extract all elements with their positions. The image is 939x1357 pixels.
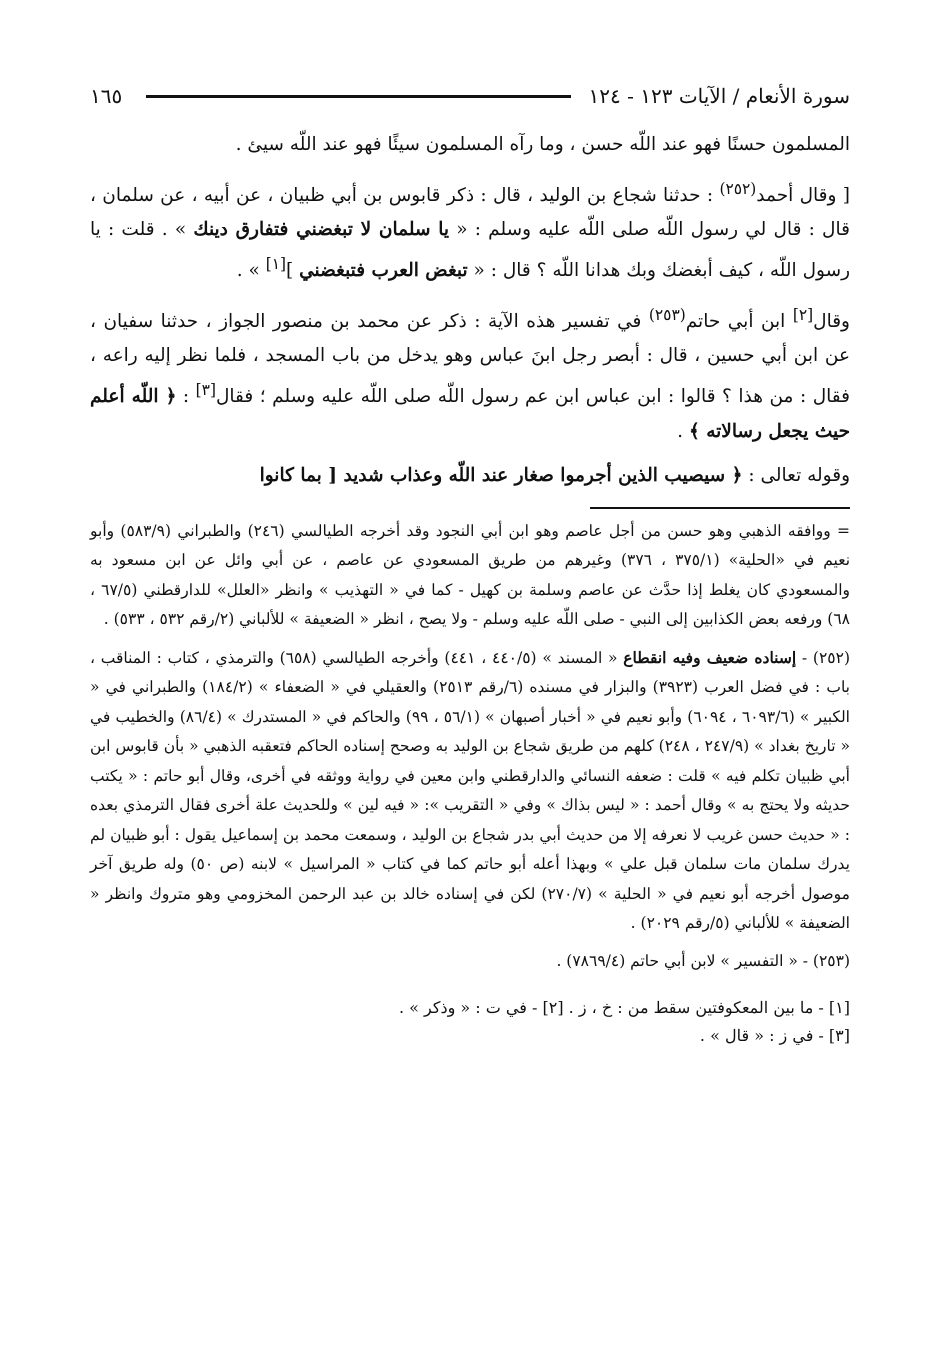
header-rule: [146, 95, 570, 98]
footnote-252-grading: إسناده ضعيف وفيه انقطاع: [623, 647, 797, 667]
p2-text-b: : حدثنا شجاع بن الوليد ، قال : ذكر قابوس بن أبي ظبيان ، عن أبيه ، عن سلمان ، قال : قال لي رسول اللّه صلى اللّه عليه وسلم : «: [90, 185, 850, 241]
paragraph-1-text: المسلمون حسنًا فهو عند اللّه حسن ، وما رآه المسلمون سيئًا فهو عند اللّه سيئ .: [235, 134, 850, 155]
footnote-253: [90, 947, 850, 977]
p3-text-d: :: [176, 386, 196, 408]
paragraph-2: [90, 172, 850, 288]
hadith-text-2: تبغض العرب فتبغضني: [299, 260, 468, 282]
footnote-252-number: (٢٥٢) -: [796, 648, 851, 667]
p4-text-a: وقوله تعالى :: [742, 464, 850, 486]
paragraph-3: [90, 298, 850, 448]
quran-verse-heading: ﴿ سيصيب الذين أجرموا صغار عند اللّه وعذاب شديد [ بما كانوا: [259, 464, 743, 486]
footnote-continuation: [90, 517, 850, 635]
main-text: [90, 128, 850, 493]
footnote-ref-252: (٢٥٢): [719, 180, 757, 198]
p3-text-c: في تفسير هذه الآية : ذكر عن محمد بن منصور الجواز ، حدثنا سفيان ، عن ابن أبي حسين ، قال : أبصر رجل ابنَ عباس وهو يدخل من باب المسجد ، فلما نظر إليه راعه ، فقال : من هذا ؟ قالوا : ابن عباس ابن عم رسول اللّه صلى اللّه عليه وسلم ؛ فقال: [90, 311, 850, 408]
page-number: ١٦٥: [90, 84, 123, 108]
running-title: سورة الأنعام / الآيات ١٢٣ - ١٢٤: [588, 84, 850, 108]
paragraph-1: [90, 128, 850, 162]
p3-text-b: ابن أبي حاتم: [685, 311, 793, 333]
footnote-252-text: « المسند » (٤٤٠/٥ ، ٤٤١) وأخرجه الطيالسي (٦٥٨) والترمذي ، كتاب : المناقب ، باب : في فضل العرب (٣٩٢٣) والبزار في مسنده (٦/رقم ٢٥١٣) والعقيلي في « الضعفاء » (١٨٤/٢) والطبراني في « الكبير » (٦٠٩٣/٦ ، ٦٠٩٤) وأبو نعيم في « أخبار أصبهان » (٥٦/١ ، ٩٩) والحاكم في « المستدرك » (٨٦/٤) والخطيب في « تاريخ بغداد » (٢٤٧/٩ ، ٢٤٨) كلهم من طريق شجاع بن الوليد به وصحح إسناده الحاكم فتعقبه الذهبي « بأن قابوس ابن أبي ظبيان تكلم فيه » قلت : ضعفه النسائي والدارقطني وابن معين في رواية ووثقه في أخرى، وقال أبو حاتم : « يكتب حديثه ولا يحتج به » وقال أحمد : « ليس بذاك » وفي « التقريب »: « فيه لين » وللحديث علة أخرى فقال الترمذي بعده : « حديث حسن غريب لا نعرفه إلا من حديث أبي بدر شجاع بن الوليد ، وسمعت محمد بن إسماعيل يقول : أبو ظبيان لم يدرك سلمان مات سلمان قبل علي » وبهذا أعله أبو حاتم كما في كتاب « المراسيل » لابنه (ص ٥٠) وله طريق آخر موصول أخرجه أبو نعيم في « الحلية » (٢٧٠/٧) لكن في إسناده خالد بن عبد الرحمن المخزومي وهو متروك وانظر « الضعيفة » للألباني (٥/رقم ٢٠٢٩) .: [90, 648, 851, 933]
footnotes: [90, 517, 850, 977]
variant-note-3: [٣] - في ز : « قال » .: [699, 1026, 850, 1046]
p2-text-c: » . قلت : يا رسول اللّه ، كيف أبغضك وبك هدانا اللّه ؟ قال : «: [90, 219, 850, 282]
variant-ref-3: [٣]: [195, 381, 216, 400]
p2-text-e: » .: [236, 260, 266, 282]
manuscript-variants: [90, 994, 850, 1050]
p2-text-a: [ وقال أحمد: [756, 185, 850, 207]
document-page: [90, 78, 850, 1338]
page-header: [90, 78, 850, 114]
quran-verse-quote: ﴿ اللّه أعلم حيث يجعل رسالاته ﴾: [90, 386, 850, 442]
variant-note-1-2: [١] - ما بين المعكوفتين سقط من : خ ، ز . [٢] - في ت : « وذكر » .: [398, 998, 850, 1018]
hadith-text-1: يا سلمان لا تبغضني فتفارق دينك: [193, 219, 450, 241]
footnote-continuation-text: = ووافقه الذهبي وهو حسن من أجل عاصم وهو ابن أبي النجود وقد أخرجه الطيالسي (٢٤٦) والطبراني (٥٨٣/٩) وأبو نعيم في «الحلية» (٣٧٥/١ ، ٣٧٦) وغيرهم من طريق المسعودي عن عاصم ، عن أبي وائل عن ابن مسعود به والمسعودي كان يغلط إذا حدَّث عن عاصم وسلمة بن كهيل - كما في « التهذيب » وانظر «العلل» للدارقطني (٦٧/٥ ، ٦٨) ورفعه بعض الكذابين إلى النبي - صلى اللّه عليه وسلم - ولا يصح ، انظر « الضعيفة » للألباني (٢/رقم ٥٣٢ ، ٥٣٣) .: [90, 521, 851, 629]
footnote-253-text: (٢٥٣) - « التفسير » لابن أبي حاتم (٧٨٦٩/٤) .: [556, 951, 850, 970]
footnote-separator: [590, 507, 850, 509]
variant-ref-2: [٢]: [792, 306, 814, 325]
paragraph-4: [90, 459, 850, 493]
p3-text-a: وقال: [813, 311, 850, 333]
footnote-252: [90, 643, 850, 939]
variant-ref-1: [١]: [265, 255, 287, 274]
footnote-ref-253: (٢٥٣): [648, 306, 686, 325]
p3-text-e: .: [677, 420, 689, 442]
p2-text-d: ]: [286, 260, 300, 282]
